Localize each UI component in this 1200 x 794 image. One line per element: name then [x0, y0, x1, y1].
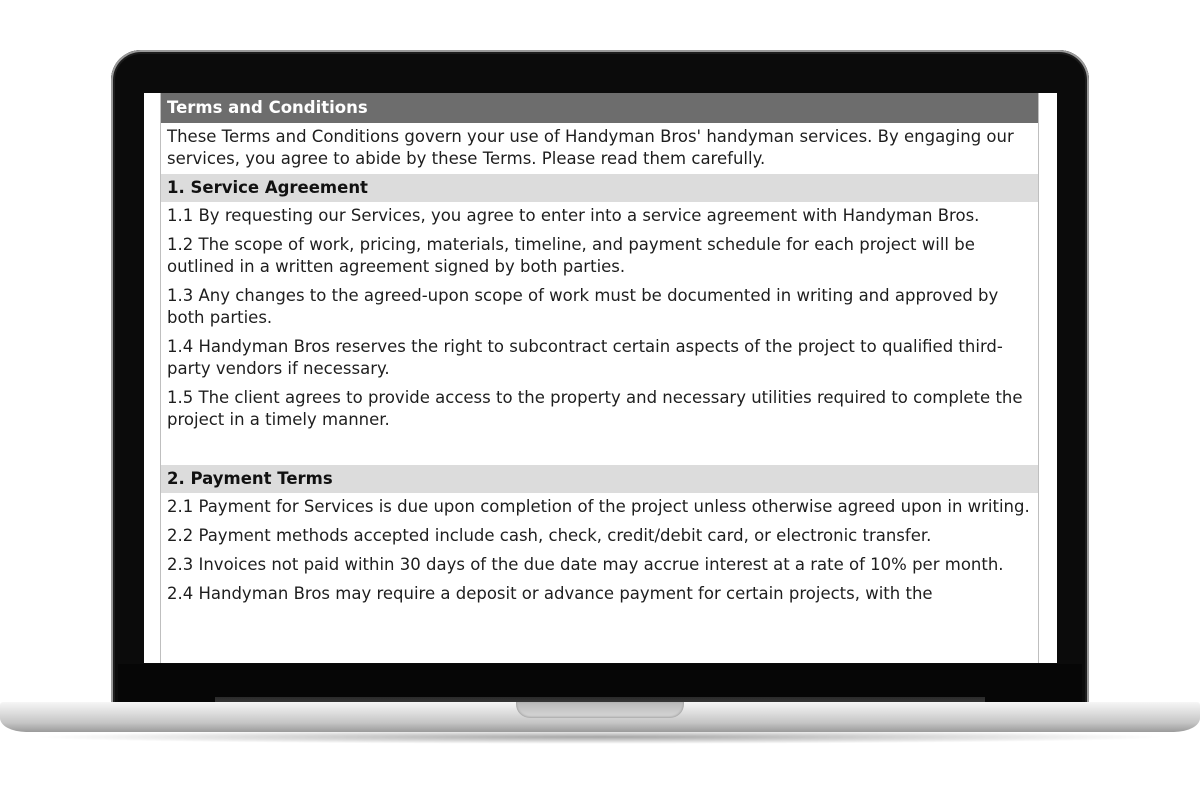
clause-1-5: 1.5 The client agrees to provide access to the property and necessary utilities required to complete the project in a timely manner.	[167, 388, 1023, 429]
terms-document	[160, 93, 1039, 663]
section-heading-service-agreement: 1. Service Agreement	[161, 174, 1038, 202]
clause-1-1: 1.1 By requesting our Services, you agree to enter into a service agreement with Handyman Bros.	[167, 206, 980, 225]
clause-1-3: 1.3 Any changes to the agreed-upon scope of work must be documented in writing and approved by both parties.	[167, 286, 999, 327]
clause-2-1: 2.1 Payment for Services is due upon completion of the project unless otherwise agreed upon in writing.	[167, 497, 1030, 516]
section-spacer	[161, 435, 1038, 465]
clause-2-2: 2.2 Payment methods accepted include cash, check, credit/debit card, or electronic transfer.	[167, 526, 932, 545]
laptop-screen	[144, 93, 1057, 663]
laptop-opening-notch	[516, 702, 684, 718]
laptop-shadow	[30, 730, 1170, 744]
clause-2-4: 2.4 Handyman Bros may require a deposit or advance payment for certain projects, with the	[167, 584, 933, 603]
intro-paragraph: These Terms and Conditions govern your use of Handyman Bros' handyman services. By engaging our services, you agree to abide by these Terms. Please read them carefully.	[167, 127, 1014, 168]
clause-1-4: 1.4 Handyman Bros reserves the right to subcontract certain aspects of the project to qualified third-party vendors if necessary.	[167, 337, 1003, 378]
clause-1-2: 1.2 The scope of work, pricing, materials, timeline, and payment schedule for each project will be outlined in a written agreement signed by both parties.	[167, 235, 975, 276]
section-heading-payment-terms: 2. Payment Terms	[161, 465, 1038, 493]
clause-2-3: 2.3 Invoices not paid within 30 days of the due date may accrue interest at a rate of 10% per month.	[167, 555, 1004, 574]
document-title: Terms and Conditions	[161, 93, 1038, 123]
